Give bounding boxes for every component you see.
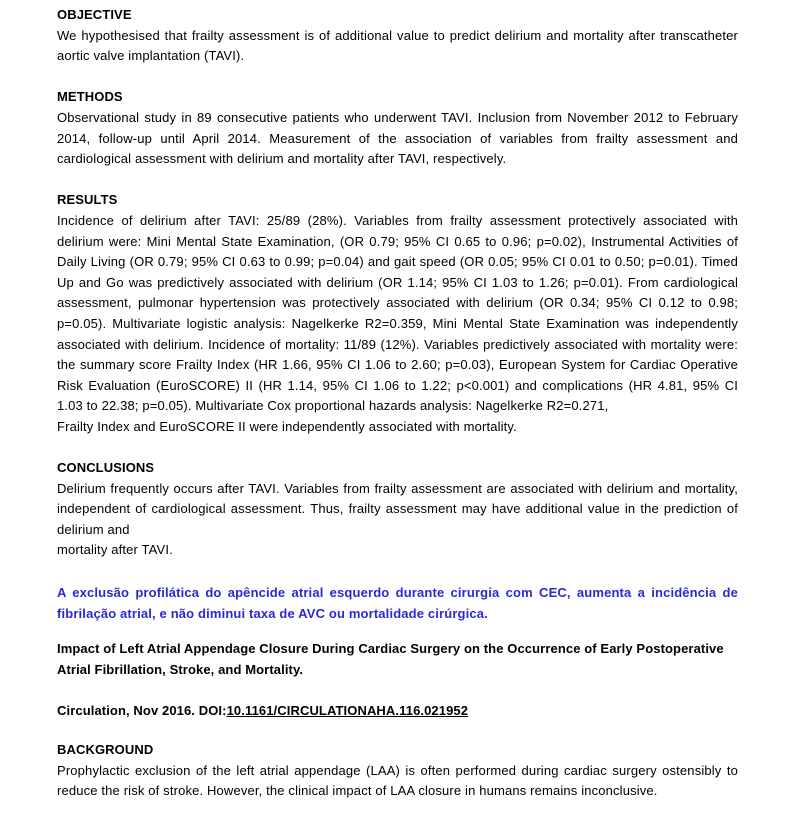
doi-link[interactable]: 10.1161/CIRCULATIONAHA.116.021952 [226, 703, 469, 719]
conclusions-text-last: mortality after TAVI. [57, 542, 173, 558]
portuguese-summary: A exclusão profilática do apêncide atrial esquerdo durante cirurgia com CEC, aumenta a incidência de fibrilação atrial, e não diminui taxa de AVC ou mortalidade cirúrgica. [57, 585, 738, 622]
section-spacer [57, 561, 738, 582]
citation-prefix: Circulation, Nov 2016. DOI: [57, 703, 227, 719]
conclusions-text: Delirium frequently occurs after TAVI. Variables from frailty assessment are associated with delirium and mortality, independent of cardiological assessment. Thus, frailty assessment may have additional value in the prediction of delirium and [57, 480, 738, 537]
results-text-last: Frailty Index and EuroSCORE II were independently associated with mortality. [57, 418, 517, 434]
conclusions-heading: CONCLUSIONS [57, 460, 155, 476]
section-spacer [57, 721, 738, 740]
objective-heading: OBJECTIVE [57, 7, 132, 22]
section-spacer [57, 624, 738, 638]
background-text: Prophylactic exclusion of the left atrial appendage (LAA) is often performed during cardiac surgery ostensibly to reduce the risk of stroke. However, the clinical impact of LAA closure in humans remains inconclusive. [57, 762, 738, 799]
methods-heading: METHODS [57, 89, 123, 105]
background-heading: BACKGROUND [57, 742, 154, 758]
section-spacer [57, 680, 738, 700]
results-text: Incidence of delirium after TAVI: 25/89 (28%). Variables from frailty assessment protectively associated with delirium were: Mini Mental State Examination, (OR 0.79; 95% CI 0.65 to 0.96; p=0.02), Instrumental Activities of Daily Living (OR 0.79; 95% CI 0.63 to 0.99; p=0.04) and gait speed (OR 0.05; 95% CI 0.01 to 0.50; p=0.01). Timed Up and Go was predictively associated with delirium (OR 1.14; 95% CI 1.03 to 1.26; p=0.01). From cardiological assessment, pulmonar hypertension was protectively associated with delirium (OR 0.34; 95% CI 0.12 to 0.98; p=0.05). Multivariate logistic analysis: Nagelkerke R2=0.359, Mini Mental State Examination was independently associated with delirium. Incidence of mortality: 11/89 (12%). Variables predictively associated with mortality were: the summary score Frailty Index (HR 1.66, 95% CI 1.06 to 2.60; p=0.03), European System for Cardiac Operative Risk Evaluation (EuroSCORE) II (HR 1.14, 95% CI 1.06 to 1.22; p<0.001) and complications (HR 4.81, 95% CI 1.03 to 22.38; p=0.05). Multivariate Cox proportional hazards analysis: Nagelkerke R2=0.271, [57, 212, 738, 414]
document-page [57, 5, 738, 802]
section-spacer [57, 170, 738, 191]
citation [57, 700, 738, 721]
methods-text: Observational study in 89 consecutive patients who underwent TAVI. Inclusion from November 2012 to February 2014, follow-up until April 2014. Measurement of the association of variables from frailty assessment and cardiological assessment with delirium and mortality after TAVI, respectively. [57, 109, 738, 167]
results-heading: RESULTS [57, 192, 118, 208]
article-title: Impact of Left Atrial Appendage Closure During Cardiac Surgery on the Occurrence of Early Postoperative Atrial Fibrillation, Stroke, and Mortality. [57, 641, 724, 678]
objective-text: We hypothesised that frailty assessment is of additional value to predict delirium and mortality after transcatheter aortic valve implantation (TAVI). [57, 27, 738, 64]
section-spacer [57, 67, 738, 88]
section-spacer [57, 437, 738, 458]
